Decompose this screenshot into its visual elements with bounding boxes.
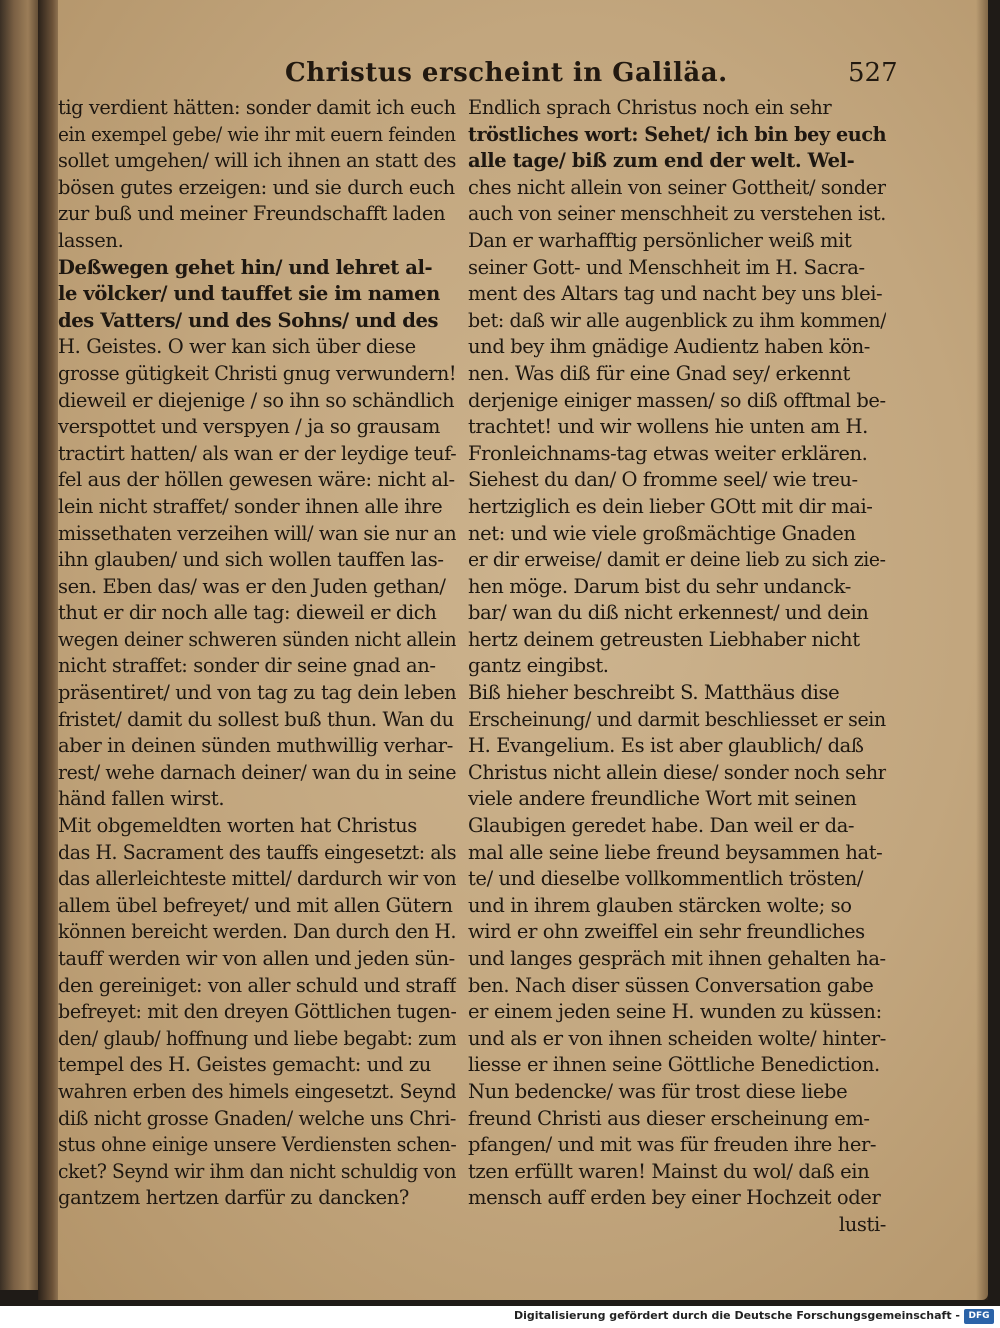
text-line: verspottet und verspyen / ja so grausam [58,415,440,439]
text-line: Erscheinung/ und darmit beschliesset er sein [468,707,886,731]
text-line: hen möge. Darum bist du sehr undanck- [468,574,851,598]
text-line: thut er dir noch alle tag: dieweil er dich [58,601,437,625]
text-line: wegen deiner schweren sünden nicht allein [58,627,456,651]
text-line: sen. Eben das/ was er den Juden gethan/ [58,574,446,598]
page-edge-shadow [976,0,988,1300]
text-line: und in ihrem glauben stärcken wolte; so [468,893,852,917]
text-line: viele andere freundliche Wort mit seinen [468,787,857,811]
text-line: ein exempel gebe/ wie ihr mit euern feinden [58,122,456,146]
text-line: und als er von ihnen scheiden wolte/ hinter- [468,1026,886,1050]
text-line: er dir erweise/ damit er deine lieb zu sich zie- [468,548,886,572]
text-line: und bey ihm gnädige Audientz haben kön- [468,335,870,359]
funding-credit: Digitalisierung gefördert durch die Deutsche Forschungsgemeinschaft - [513,1309,960,1322]
text-line: Dan er warhafftig persönlicher weiß mit [468,228,852,252]
text-line: Mit obgemeldten worten hat Christus [58,814,417,838]
text-line: stus ohne einige unsere Verdiensten schen- [58,1133,457,1157]
text-line: tröstliches wort: Sehet/ ich bin bey euch [468,122,887,146]
text-line: bet: daß wir alle augenblick zu ihm kommen/ [468,308,886,332]
text-line: bösen gutes erzeigen: und sie durch euch [58,175,455,199]
text-line: missethaten verzeihen will/ wan sie nur an [58,521,456,545]
text-line: Siehest du dan/ O fromme seel/ wie treu- [468,468,858,492]
text-line: lein nicht straffet/ sonder ihnen alle ihre [58,494,443,518]
text-line: das H. Sacrament des tauffs eingesetzt: als [58,840,456,864]
text-line: le völcker/ und tauffet sie im namen [58,282,440,306]
text-line: auch von seiner menschheit zu verstehen ist. [468,202,886,226]
text-line: nicht straffet: sonder dir seine gnad an- [58,654,436,678]
text-line: können bereicht werden. Dan durch den H. [58,920,456,944]
right-text-column [468,95,886,1239]
footer-bar [0,1306,1000,1328]
text-line: alle tage/ biß zum end der welt. Wel- [468,149,855,173]
text-line: lusti- [838,1212,886,1236]
text-line: fristet/ damit du sollest buß thun. Wan du [58,707,454,731]
text-line: ben. Nach diser süssen Conversation gabe [468,973,874,997]
text-line: pfangen/ und mit was für freuden ihre her- [468,1133,877,1157]
text-line: befreyet: mit den dreyen Göttlichen tugen- [58,1000,457,1024]
adjacent-page-edge [0,0,40,1290]
text-line: präsentiret/ und von tag zu tag dein leben [58,681,456,705]
text-line: derjenige einiger massen/ so diß offtmal be- [468,388,886,412]
text-line: H. Evangelium. Es ist aber glaublich/ daß [468,734,864,758]
text-line: mal alle seine liebe freund beysammen hat- [468,840,883,864]
text-line: Biß hieher beschreibt S. Matthäus dise [468,681,840,705]
page-number: 527 [848,58,898,88]
text-line: Deßwegen gehet hin/ und lehret al- [58,255,433,279]
text-line: lassen. [58,228,124,252]
text-line: tempel des H. Geistes gemacht: und zu [58,1053,431,1077]
text-line: Christus nicht allein diese/ sonder noch sehr [468,760,887,784]
text-line: er einem jeden seine H. wunden zu küssen: [468,1000,882,1024]
text-line: aber in deinen sünden muthwillig verhar- [58,734,453,758]
text-line: tig verdient hätten: sonder damit ich euch [58,96,456,119]
text-line: diß nicht grosse Gnaden/ welche uns Chri- [58,1106,457,1130]
text-line: tzen erfüllt waren! Mainst du wol/ daß ein [468,1159,870,1183]
text-line: cket? Seynd wir ihm dan nicht schuldig von [58,1159,456,1183]
text-line: ches nicht allein von seiner Gottheit/ sonder [468,175,886,199]
text-line: sollet umgehen/ will ich ihnen an statt des [58,149,456,173]
text-line: händ fallen wirst. [58,787,225,811]
text-line: das allerleichteste mittel/ dardurch wir von [58,867,456,891]
text-line: den/ glaub/ hoffnung und liebe begabt: zum [58,1026,457,1050]
text-line: gantz eingibst. [468,654,609,678]
text-line: allem übel befreyet/ und mit allen Gütern [58,893,453,917]
text-line: dieweil er diejenige / so ihn so schändlich [58,388,455,412]
text-line: Endlich sprach Christus noch ein sehr [468,96,832,119]
text-line: wahren erben des himels eingesetzt. Seynd [58,1079,456,1103]
text-line: hertziglich es dein lieber GOtt mit dir mai- [468,494,873,518]
text-line: Fronleichnams-tag etwas weiter erklären. [468,441,868,465]
text-line: fel aus der höllen gewesen wäre: nicht al- [58,468,455,492]
text-line: trachtet! und wir wollens hie unten am H. [468,415,868,439]
text-line: rest/ wehe darnach deiner/ wan du in seine [58,760,456,784]
text-line: Glaubigen geredet habe. Dan weil er da- [468,814,855,838]
text-line: net: und wie viele großmächtige Gnaden [468,521,856,545]
text-line: liesse er ihnen seine Göttliche Benediction. [468,1053,880,1077]
text-line: tractirt hatten/ als wan er der leydige teuf- [58,441,456,465]
left-text-column [58,95,456,1212]
text-line: des Vatters/ und des Sohns/ und des [58,308,439,332]
text-line: nen. Was diß für eine Gnad sey/ erkennt [468,361,850,385]
text-line: gantzem hertzen darfür zu dancken? [58,1186,409,1210]
text-line: zur buß und meiner Freundschafft laden [58,202,446,226]
text-line: te/ und dieselbe vollkommentlich trösten/ [468,867,864,891]
text-line: grosse gütigkeit Christi gnug verwundern! [58,361,457,385]
text-line: und langes gespräch mit ihnen gehalten ha- [468,947,886,970]
text-line: bar/ wan du diß nicht erkennest/ und dein [468,601,869,625]
text-line: mensch auff erden bey einer Hochzeit oder [468,1186,881,1210]
text-line: freund Christi aus dieser erscheinung em- [468,1106,870,1130]
text-line: wird er ohn zweiffel ein sehr freundliches [468,920,865,944]
text-line: ment des Altars tag und nacht bey uns blei- [468,282,883,306]
text-line: hertz deinem getreusten Liebhaber nicht [468,627,860,651]
adjacent-page-text-fragment [2,160,36,1110]
text-line: Nun bedencke/ was für trost diese liebe [468,1079,848,1103]
text-line: tauff werden wir von allen und jeden sün- [58,947,455,970]
dfg-logo: DFG [964,1309,994,1324]
text-line: ihn glauben/ und sich wollen tauffen las- [58,548,444,572]
text-line: H. Geistes. O wer kan sich über diese [58,335,416,359]
running-title: Christus erscheint in Galiläa. [285,58,728,88]
text-line: seiner Gott- und Menschheit im H. Sacra- [468,255,865,279]
text-line: den gereiniget: von aller schuld und straff [58,973,456,997]
